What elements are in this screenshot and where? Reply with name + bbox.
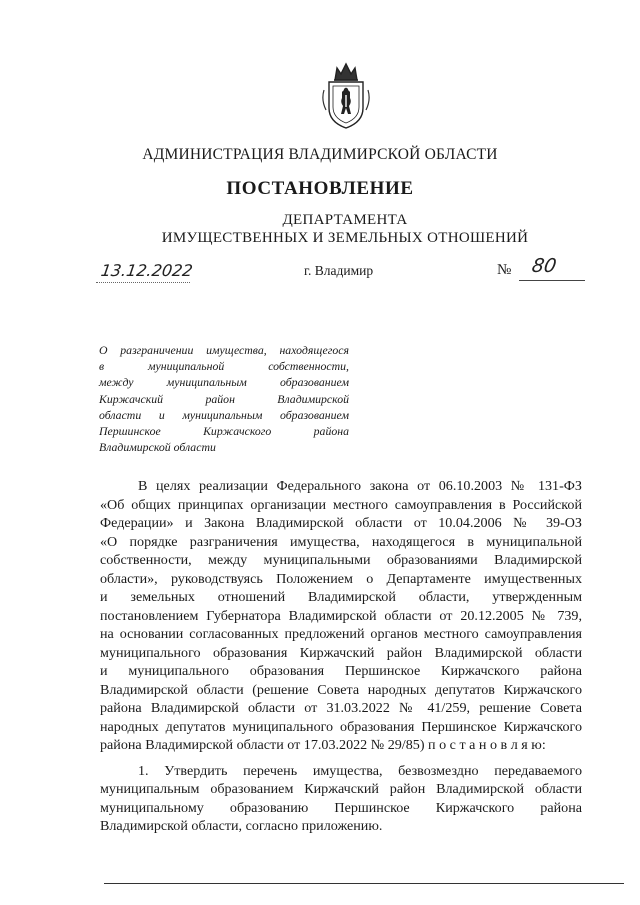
department-line-1: ДЕПАРТАМЕНТА: [282, 212, 408, 228]
coat-of-arms-emblem: [321, 60, 371, 132]
city-label: г. Владимир: [304, 263, 374, 278]
date-underline: [96, 282, 190, 283]
document-body: [100, 477, 582, 836]
paragraph-preamble: [100, 477, 582, 755]
body-line: и земельных отношений Владимирской области, утвержденным: [100, 589, 582, 605]
number-label: №: [497, 262, 512, 278]
bottom-divider: [104, 883, 624, 884]
handwritten-number: 80: [530, 255, 559, 277]
body-line: и муниципального образования Першинское Киржачского района: [100, 663, 582, 679]
body-line: муниципального образования Киржачский район Владимирской области: [100, 644, 582, 661]
body-line: собственности, между муниципальными образованиями Владимирской: [100, 552, 582, 568]
handwritten-date: 13.12.2022: [99, 261, 194, 280]
paragraph-item-1: [100, 762, 582, 836]
subject-line: О разграничении имущества, находящегося: [99, 343, 349, 357]
body-line: муниципальным образованием Киржачский район Владимирской области: [100, 781, 582, 797]
subject-line: Першинское Киржачского района: [99, 424, 349, 439]
body-line: на основании согласованных предложений органов местного самоуправления: [100, 626, 582, 642]
body-line: района Владимирской области от 31.03.2022 № 41/259, решение Совета: [100, 700, 582, 716]
body-line: муниципальному образованию Першинское Киржачского района: [100, 799, 582, 816]
department-line-2: ИМУЩЕСТВЕННЫХ И ЗЕМЕЛЬНЫХ ОТНОШЕНИЙ: [161, 230, 529, 246]
subject-line: Владимирской области: [99, 440, 216, 455]
body-line: Владимирской области, согласно приложению.: [100, 818, 383, 834]
document-type: ПОСТАНОВЛЕНИЕ: [226, 178, 414, 199]
subject-block: [99, 342, 349, 455]
body-line: народных депутатов муниципального образования Першинское Киржачского: [100, 718, 582, 735]
body-line: 1. Утвердить перечень имущества, безвозмездно передаваемого: [138, 762, 582, 779]
body-line: района Владимирской области от 17.03.2022 № 29/85) п о с т а н о в л я ю:: [100, 737, 546, 753]
body-line: Федерации» и Закона Владимирской области от 10.04.2006 № 39-ОЗ: [100, 515, 582, 531]
subject-line: области и муниципальным образованием: [99, 407, 349, 422]
subject-line: Киржачский район Владимирской: [99, 391, 349, 406]
subject-line: между муниципальным образованием: [99, 375, 349, 390]
body-line: В целях реализации Федерального закона от 06.10.2003 № 131-ФЗ: [138, 478, 582, 494]
body-line: области», руководствуясь Положением о Департаменте имущественных: [100, 570, 582, 587]
body-line: «Об общих принципах организации местного самоуправления в Российской: [100, 496, 582, 513]
subject-line: в муниципальной собственности,: [99, 359, 349, 374]
organization-title: АДМИНИСТРАЦИЯ ВЛАДИМИРСКОЙ ОБЛАСТИ: [142, 146, 498, 163]
body-line: «О порядке разграничения имущества, находящегося в муниципальной: [100, 533, 582, 550]
number-underline: [519, 280, 585, 281]
body-line: Владимирской области (решение Совета народных депутатов Киржачского: [100, 681, 582, 698]
body-line: постановлением Губернатора Владимирской области от 20.12.2005 № 739,: [100, 607, 582, 624]
